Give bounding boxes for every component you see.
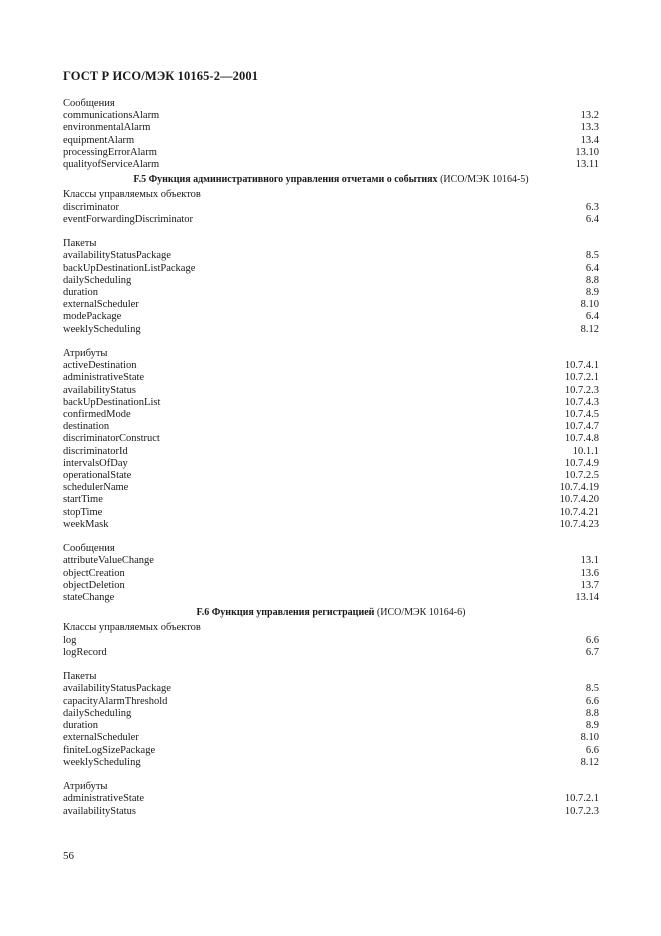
index-entry — [63, 806, 599, 818]
entry-name: weeklyScheduling — [63, 323, 141, 335]
entry-ref: 8.12 — [580, 756, 599, 768]
entry-ref: 10.7.2.3 — [564, 805, 599, 817]
index-entry — [63, 793, 599, 805]
index-entry — [63, 409, 599, 421]
page-header: ГОСТ Р ИСО/МЭК 10165-2—2001 — [63, 69, 259, 83]
index-entry — [63, 568, 599, 580]
entry-ref: 10.7.4.8 — [564, 433, 599, 445]
index-entry — [63, 732, 599, 744]
entry-ref: 6.3 — [585, 201, 599, 213]
entry-ref: 13.1 — [580, 555, 599, 567]
entry-name: weeklyScheduling — [63, 756, 141, 768]
entry-name: duration — [63, 720, 98, 732]
index-entry — [63, 214, 599, 226]
group-heading: Атрибуты — [63, 781, 108, 793]
index-entry — [63, 683, 599, 695]
entry-name: eventForwardingDiscriminator — [63, 213, 194, 225]
index-entry — [63, 324, 599, 336]
entry-name: availabilityStatus — [63, 384, 136, 396]
entry-ref: 10.7.4.3 — [564, 396, 599, 408]
index-entry — [63, 360, 599, 372]
index-entry — [63, 458, 599, 470]
entry-name: externalScheduler — [63, 299, 139, 311]
entry-ref: 10.7.4.23 — [559, 518, 599, 530]
entry-name: discriminatorConstruct — [63, 433, 160, 445]
section-title-bold: F.6 Функция управления регистрацией — [196, 607, 375, 619]
section-title — [63, 607, 599, 619]
entry-ref: 13.2 — [580, 110, 599, 122]
entry-name: discriminatorId — [63, 445, 128, 457]
entry-ref: 8.5 — [585, 250, 599, 262]
index-entry — [63, 494, 599, 506]
entry-ref: 13.14 — [575, 592, 599, 604]
entry-name: qualityofServiceAlarm — [63, 159, 160, 171]
entry-name: weekMask — [63, 518, 109, 530]
entry-name: startTime — [63, 494, 103, 506]
index-entry — [63, 421, 599, 433]
index-entry — [63, 745, 599, 757]
index-entry — [63, 555, 599, 567]
entry-ref: 8.9 — [585, 720, 599, 732]
entry-ref: 13.3 — [580, 122, 599, 134]
entry-ref: 10.7.4.9 — [564, 457, 599, 469]
entry-name: activeDestination — [63, 360, 137, 372]
entry-name: operationalState — [63, 470, 132, 482]
entry-ref: 10.7.4.7 — [564, 421, 599, 433]
entry-name: stateChange — [63, 592, 115, 604]
entry-name: dailyScheduling — [63, 274, 132, 286]
index-entry — [63, 580, 599, 592]
entry-ref: 10.7.4.20 — [559, 494, 599, 506]
index-entry — [63, 263, 599, 275]
entry-name: log — [63, 634, 77, 646]
entry-ref: 10.7.4.5 — [564, 409, 599, 421]
index-entry — [63, 507, 599, 519]
entry-ref: 8.9 — [585, 287, 599, 299]
index-entry — [63, 135, 599, 147]
group-heading: Классы управляемых объектов — [63, 189, 201, 201]
entry-name: backUpDestinationList — [63, 396, 161, 408]
entry-name: communicationsAlarm — [63, 110, 160, 122]
index-entry — [63, 372, 599, 384]
index-entry — [63, 385, 599, 397]
entry-ref: 6.4 — [585, 213, 599, 225]
index-entry — [63, 122, 599, 134]
group-spacer — [63, 769, 599, 781]
entry-ref: 6.4 — [585, 262, 599, 274]
index-entry — [63, 647, 599, 659]
entry-ref: 8.8 — [585, 274, 599, 286]
entry-name: externalScheduler — [63, 732, 139, 744]
index-entry — [63, 311, 599, 323]
entry-name: confirmedMode — [63, 409, 131, 421]
entry-name: dailyScheduling — [63, 707, 132, 719]
entry-ref: 6.6 — [585, 695, 599, 707]
index-entry — [63, 446, 599, 458]
entry-name: availabilityStatus — [63, 805, 136, 817]
group-heading: Атрибуты — [63, 348, 108, 360]
entry-ref: 8.10 — [580, 299, 599, 311]
group-heading: Пакеты — [63, 238, 97, 250]
entry-name: logRecord — [63, 646, 107, 658]
entry-ref: 10.7.4.1 — [564, 360, 599, 372]
section-title-ref: (ИСО/МЭК 10164-5) — [440, 174, 529, 186]
index-entry — [63, 720, 599, 732]
group-spacer — [63, 531, 599, 543]
entry-name: destination — [63, 421, 110, 433]
index-entry — [63, 470, 599, 482]
index-entry — [63, 299, 599, 311]
entry-name: intervalsOfDay — [63, 457, 128, 469]
index-entry — [63, 147, 599, 159]
entry-ref: 8.12 — [580, 323, 599, 335]
index-entry — [63, 482, 599, 494]
index-entry — [63, 708, 599, 720]
index-entry — [63, 757, 599, 769]
index-entry — [63, 110, 599, 122]
entry-ref: 8.5 — [585, 683, 599, 695]
entry-ref: 6.6 — [585, 634, 599, 646]
document-body — [63, 98, 599, 818]
entry-name: finiteLogSizePackage — [63, 744, 156, 756]
entry-ref: 10.7.2.5 — [564, 470, 599, 482]
entry-ref: 13.7 — [580, 579, 599, 591]
section-title-bold: F.5 Функция административного управления отчетами о событиях — [133, 174, 438, 186]
entry-ref: 10.7.2.1 — [564, 372, 599, 384]
entry-ref: 6.4 — [585, 311, 599, 323]
entry-ref: 6.7 — [585, 646, 599, 658]
entry-name: modePackage — [63, 311, 122, 323]
entry-ref: 10.1.1 — [572, 445, 599, 457]
entry-ref: 13.10 — [575, 146, 599, 158]
entry-name: capacityAlarmThreshold — [63, 695, 168, 707]
entry-ref: 8.8 — [585, 707, 599, 719]
group-spacer — [63, 336, 599, 348]
entry-ref: 10.7.2.3 — [564, 384, 599, 396]
index-entry — [63, 202, 599, 214]
entry-name: administrativeState — [63, 793, 145, 805]
entry-ref: 6.6 — [585, 744, 599, 756]
index-entry — [63, 287, 599, 299]
entry-ref: 10.7.2.1 — [564, 793, 599, 805]
entry-name: objectCreation — [63, 567, 125, 579]
group-heading: Пакеты — [63, 671, 97, 683]
entry-name: objectDeletion — [63, 579, 125, 591]
entry-name: discriminator — [63, 201, 119, 213]
entry-name: stopTime — [63, 506, 103, 518]
entry-ref: 13.11 — [575, 159, 599, 171]
index-entry — [63, 159, 599, 171]
entry-ref: 13.4 — [580, 134, 599, 146]
entry-name: availabilityStatusPackage — [63, 250, 171, 262]
index-entry — [63, 592, 599, 604]
page-number: 56 — [63, 850, 74, 862]
group-spacer — [63, 659, 599, 671]
index-entry — [63, 519, 599, 531]
entry-name: equipmentAlarm — [63, 134, 135, 146]
group-heading: Классы управляемых объектов — [63, 622, 201, 634]
entry-name: duration — [63, 287, 98, 299]
entry-name: administrativeState — [63, 372, 145, 384]
entry-ref: 13.6 — [580, 567, 599, 579]
group-spacer — [63, 226, 599, 238]
index-entry — [63, 275, 599, 287]
index-entry — [63, 433, 599, 445]
index-entry — [63, 696, 599, 708]
index-entry — [63, 635, 599, 647]
entry-name: environmentalAlarm — [63, 122, 151, 134]
index-entry — [63, 397, 599, 409]
group-heading: Сообщения — [63, 543, 115, 555]
index-entry — [63, 250, 599, 262]
entry-name: schedulerName — [63, 482, 129, 494]
group-heading: Сообщения — [63, 98, 115, 109]
entry-ref: 10.7.4.19 — [559, 482, 599, 494]
entry-name: backUpDestinationListPackage — [63, 262, 196, 274]
entry-name: attributeValueChange — [63, 555, 154, 567]
section-title-ref: (ИСО/МЭК 10164-6) — [376, 607, 466, 619]
entry-ref: 10.7.4.21 — [559, 506, 599, 518]
entry-ref: 8.10 — [580, 732, 599, 744]
entry-name: availabilityStatusPackage — [63, 683, 171, 695]
entry-name: processingErrorAlarm — [63, 146, 157, 158]
section-title — [63, 174, 599, 186]
